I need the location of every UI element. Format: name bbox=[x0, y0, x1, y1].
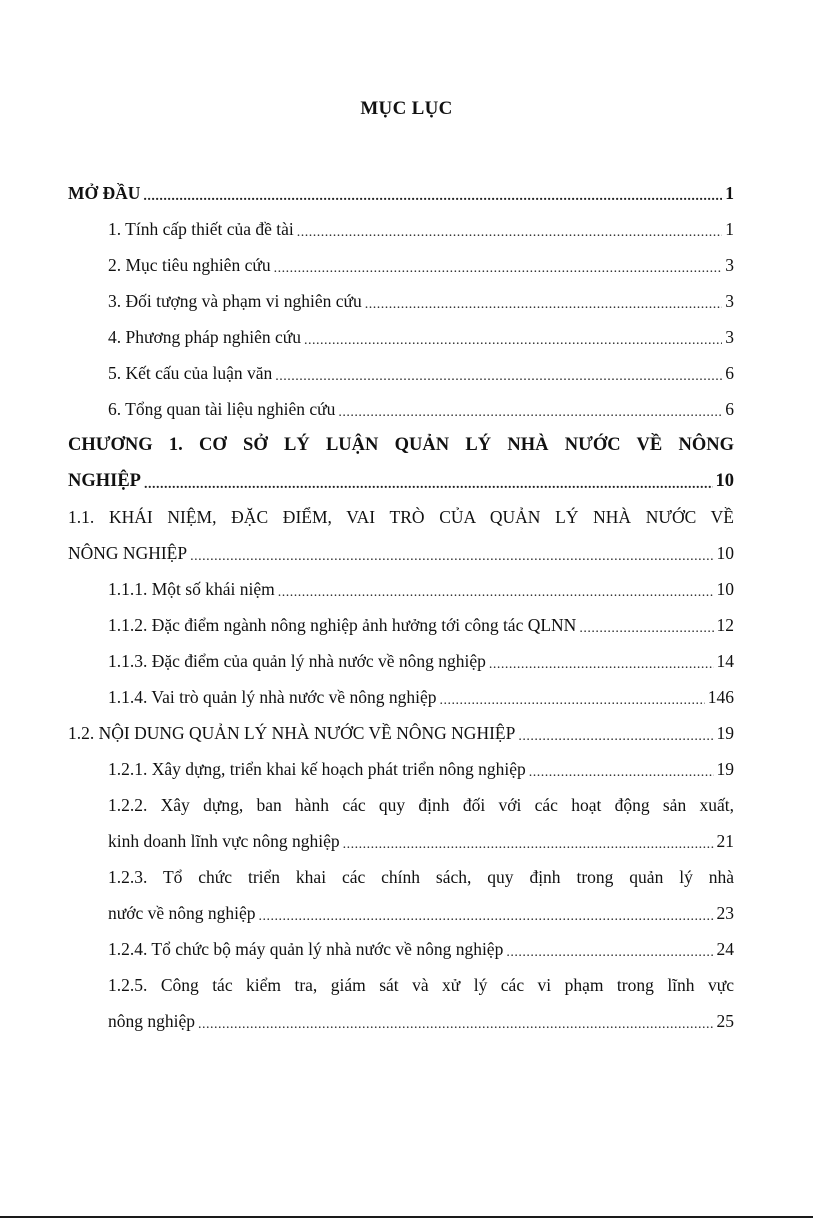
toc-entry-text: CHƯƠNG 1. CƠ SỞ LÝ LUẬN QUẢN LÝ NHÀ NƯỚC VỀ NÔNG bbox=[68, 435, 734, 455]
toc-chapter-line2 bbox=[68, 456, 734, 492]
toc-entry bbox=[68, 384, 734, 420]
toc-entry bbox=[68, 348, 734, 384]
toc-entry-text: 6. Tổng quan tài liệu nghiên cứu bbox=[108, 399, 336, 419]
dot-leader bbox=[579, 614, 713, 636]
toc-entry-text: 1.1.1. Một số khái niệm bbox=[108, 579, 275, 599]
dot-leader bbox=[274, 254, 723, 276]
dot-leader bbox=[190, 542, 713, 564]
toc-entry-text: 1.2.1. Xây dựng, triển khai kế hoạch phát triển nông nghiệp bbox=[108, 759, 526, 779]
dot-leader bbox=[343, 830, 714, 852]
toc-entry bbox=[68, 600, 734, 636]
toc-entry-text: 1.1. KHÁI NIỆM, ĐẶC ĐIỂM, VAI TRÒ CỦA QUẢN LÝ NHÀ NƯỚC VỀ bbox=[68, 507, 734, 527]
toc-entry-page: 23 bbox=[716, 903, 734, 923]
dot-leader bbox=[259, 902, 714, 924]
toc-entry-text: 1.1.2. Đặc điểm ngành nông nghiệp ảnh hưởng tới công tác QLNN bbox=[108, 615, 577, 635]
toc-entry bbox=[68, 564, 734, 600]
toc-entry-page: 10 bbox=[716, 543, 734, 563]
toc-entry-text: 5. Kết cấu của luận văn bbox=[108, 363, 273, 383]
toc-entry-text: 1.1.4. Vai trò quản lý nhà nước về nông nghiệp bbox=[108, 687, 437, 707]
toc-entry-page: 25 bbox=[716, 1011, 734, 1031]
toc-entry-line2 bbox=[68, 888, 734, 924]
toc-entry-text: kinh doanh lĩnh vực nông nghiệp bbox=[108, 831, 340, 851]
toc-entry-page: 3 bbox=[725, 327, 734, 347]
toc-entry bbox=[68, 204, 734, 240]
toc-section-line2 bbox=[68, 528, 734, 564]
toc-entry-page: 1 bbox=[725, 219, 734, 239]
toc-entry-text: 4. Phương pháp nghiên cứu bbox=[108, 327, 301, 347]
toc-entry-text: 1.2. NỘI DUNG QUẢN LÝ NHÀ NƯỚC VỀ NÔNG NGHIỆP bbox=[68, 723, 516, 743]
dot-leader bbox=[338, 398, 722, 420]
toc-entry-text: NÔNG NGHIỆP bbox=[68, 543, 188, 563]
toc-entry-text: MỞ ĐẦU bbox=[68, 183, 141, 203]
toc-chapter-line1 bbox=[68, 420, 734, 456]
toc-entry-mo-dau bbox=[68, 168, 734, 204]
dot-leader bbox=[440, 686, 705, 708]
toc-entry-page: 10 bbox=[715, 471, 734, 491]
toc-entry-text: nông nghiệp bbox=[108, 1011, 196, 1031]
toc-entry-page: 14 bbox=[716, 651, 734, 671]
toc-entry-page: 19 bbox=[716, 723, 734, 743]
toc-entry-line1 bbox=[68, 960, 734, 996]
toc-entry bbox=[68, 672, 734, 708]
toc-entry-page: 10 bbox=[716, 579, 734, 599]
toc-entry-text: NGHIỆP bbox=[68, 471, 141, 491]
toc-entry-line1 bbox=[68, 852, 734, 888]
toc-entry-page: 12 bbox=[716, 615, 734, 635]
toc-section bbox=[68, 708, 734, 744]
toc-entry-text: 2. Mục tiêu nghiên cứu bbox=[108, 255, 271, 275]
toc-entry-page: 3 bbox=[725, 255, 734, 275]
dot-leader bbox=[529, 758, 714, 780]
toc-entry-text: 1.2.2. Xây dựng, ban hành các quy định đối với các hoạt động sản xuất, bbox=[108, 795, 734, 815]
toc-entry-page: 3 bbox=[725, 291, 734, 311]
toc-entry-line2 bbox=[68, 996, 734, 1032]
dot-leader bbox=[365, 290, 723, 312]
toc-entry bbox=[68, 312, 734, 348]
toc-entry-page: 6 bbox=[725, 363, 734, 383]
toc-entry bbox=[68, 276, 734, 312]
toc-entry-page: 19 bbox=[716, 759, 734, 779]
dot-leader bbox=[297, 218, 722, 240]
toc-entry-text: 1.2.4. Tổ chức bộ máy quản lý nhà nước về nông nghiệp bbox=[108, 939, 504, 959]
toc-entry bbox=[68, 240, 734, 276]
toc-entry bbox=[68, 924, 734, 960]
dot-leader bbox=[278, 578, 714, 600]
toc-entry-line2 bbox=[68, 816, 734, 852]
dot-leader bbox=[518, 722, 713, 744]
toc-entry-page: 1 bbox=[725, 183, 734, 203]
toc-entry-text: 1.1.3. Đặc điểm của quản lý nhà nước về nông nghiệp bbox=[108, 651, 486, 671]
dot-leader bbox=[144, 470, 713, 492]
toc-entry-page: 146 bbox=[707, 687, 734, 707]
toc-entry bbox=[68, 636, 734, 672]
page-bottom-border bbox=[0, 1216, 813, 1218]
dot-leader bbox=[506, 938, 713, 960]
toc-section-line1 bbox=[68, 492, 734, 528]
toc-entry-page: 6 bbox=[725, 399, 734, 419]
page-title: MỤC LỤC bbox=[360, 98, 453, 119]
toc-entry-text: nước về nông nghiệp bbox=[108, 903, 256, 923]
table-of-contents bbox=[68, 168, 734, 1032]
toc-entry-line1 bbox=[68, 780, 734, 816]
toc-entry bbox=[68, 744, 734, 780]
dot-leader bbox=[198, 1010, 713, 1032]
dot-leader bbox=[489, 650, 714, 672]
toc-entry-page: 21 bbox=[716, 831, 734, 851]
dot-leader bbox=[304, 326, 722, 348]
toc-entry-text: 3. Đối tượng và phạm vi nghiên cứu bbox=[108, 291, 362, 311]
toc-entry-page: 24 bbox=[716, 939, 734, 959]
dot-leader bbox=[275, 362, 722, 384]
toc-entry-text: 1.2.3. Tổ chức triển khai các chính sách, quy định trong quản lý nhà bbox=[108, 867, 734, 887]
toc-entry-text: 1.2.5. Công tác kiểm tra, giám sát và xử lý các vi phạm trong lĩnh vực bbox=[108, 975, 734, 995]
toc-entry-text: 1. Tính cấp thiết của đề tài bbox=[108, 219, 294, 239]
dot-leader bbox=[143, 182, 722, 204]
